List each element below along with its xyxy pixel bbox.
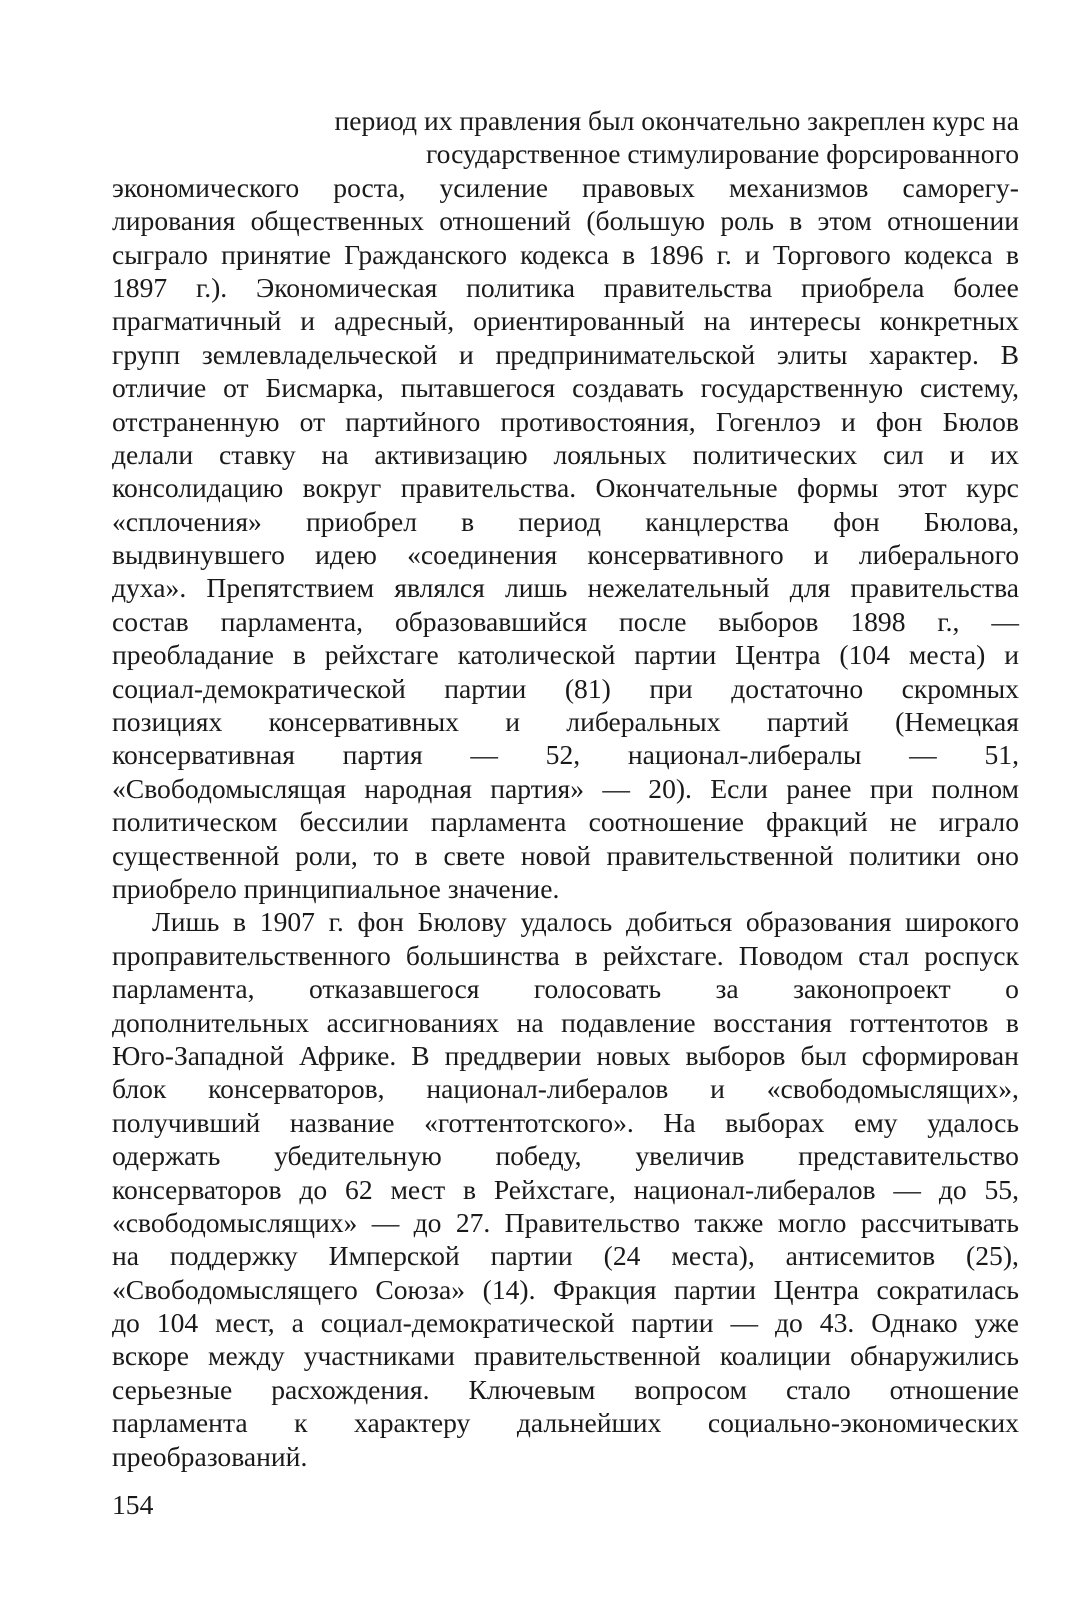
text-line: одержать убедительную победу, увеличив представительство (112, 1140, 1019, 1172)
text-line: существенной роли, то в свете новой правительственной политики оно (112, 839, 1019, 871)
text-line: преобладание в рейхстаге католической партии Центра (104 места) и (112, 639, 1019, 671)
document-body (112, 104, 1019, 1473)
text-line: период их правления был окончательно закреплен курс на (334, 105, 1019, 136)
text-line: консервативная партия — 52, национал-либералы — 51, (112, 739, 1019, 771)
text-line: консолидацию вокруг правительства. Окончательные формы этот курс (112, 472, 1019, 504)
text-line: серьезные расхождения. Ключевым вопросом стало отношение (112, 1373, 1019, 1405)
text-line: «сплочения» приобрел в период канцлерства фон Бюлова, (112, 505, 1019, 537)
text-line: преобразований. (112, 1440, 308, 1472)
text-line: 1897 г.). Экономическая политика правительства приобрела более (112, 271, 1019, 303)
text-line: сыграло принятие Гражданского кодекса в 1896 г. и Торгового кодекса в (112, 238, 1019, 270)
text-line: «Свободомыслящего Союза» (14). Фракция партии Центра сократилась (112, 1273, 1019, 1305)
text-line: блок консерваторов, национал-либералов и «свободомыслящих», (112, 1073, 1019, 1105)
paragraph (112, 905, 1019, 1473)
text-line: политическом бессилии парламента соотношение фракций не играло (112, 806, 1019, 838)
text-line: приобрело принципиальное значение. (112, 872, 560, 904)
text-line: на поддержку Имперской партии (24 места), антисемитов (25), (112, 1240, 1019, 1272)
text-line: дополнительных ассигнованиях на подавление восстания готтентотов в (112, 1006, 1019, 1038)
text-line: духа». Препятствием являлся лишь нежелательный для правительства (112, 572, 1019, 604)
text-line: состав парламента, образовавшийся после выборов 1898 г., — (112, 605, 1019, 637)
text-line: Юго-Западной Африке. В преддверии новых выборов был сформирован (112, 1039, 1019, 1071)
text-line: делали ставку на активизацию лояльных политических сил и их (112, 438, 1019, 470)
text-line: групп землевладельческой и предпринимательской элиты характер. В (112, 338, 1019, 370)
text-line: позициях консервативных и либеральных партий (Немецкая (112, 706, 1019, 738)
text-line: отстраненную от партийного противостояния, Гогенлоэ и фон Бюлов (112, 405, 1019, 437)
text-line: экономического роста, усиление правовых механизмов саморегу- (112, 171, 1019, 203)
text-line: государственное стимулирование форсированного (426, 138, 1019, 170)
text-line: проправительственного большинства в рейхстаге. Поводом стал роспуск (112, 939, 1019, 971)
text-line: лирования общественных отношений (большую роль в этом отношении (112, 205, 1019, 237)
paragraph (112, 104, 1019, 905)
text-line: социал-демократической партии (81) при достаточно скромных (112, 672, 1019, 704)
text-line: отличие от Бисмарка, пытавшегося создавать государственную систему, (112, 372, 1019, 404)
text-line: парламента к характеру дальнейших социально-экономических (112, 1407, 1019, 1439)
text-line: до 104 мест, а социал-демократической партии — до 43. Однако уже (112, 1307, 1019, 1339)
text-line: консерваторов до 62 мест в Рейхстаге, национал-либералов — до 55, (112, 1173, 1019, 1205)
text-line: парламента, отказавшегося голосовать за законопроект о (112, 973, 1019, 1005)
text-line: Лишь в 1907 г. фон Бюлову удалось добиться образования широкого (152, 906, 1019, 938)
page-number: 154 (112, 1489, 154, 1520)
text-line: вскоре между участниками правительственной коалиции обнаружились (112, 1340, 1019, 1372)
text-line: «Свободомыслящая народная партия» — 20). Если ранее при полном (112, 772, 1019, 804)
text-line: получивший название «готтентотского». На выборах ему удалось (112, 1106, 1019, 1138)
text-line: прагматичный и адресный, ориентированный на интересы конкретных (112, 305, 1019, 337)
text-line: «свободомыслящих» — до 27. Правительство также могло рассчитывать (112, 1206, 1019, 1238)
text-line: выдвинувшего идею «соединения консервативного и либерального (112, 539, 1019, 571)
